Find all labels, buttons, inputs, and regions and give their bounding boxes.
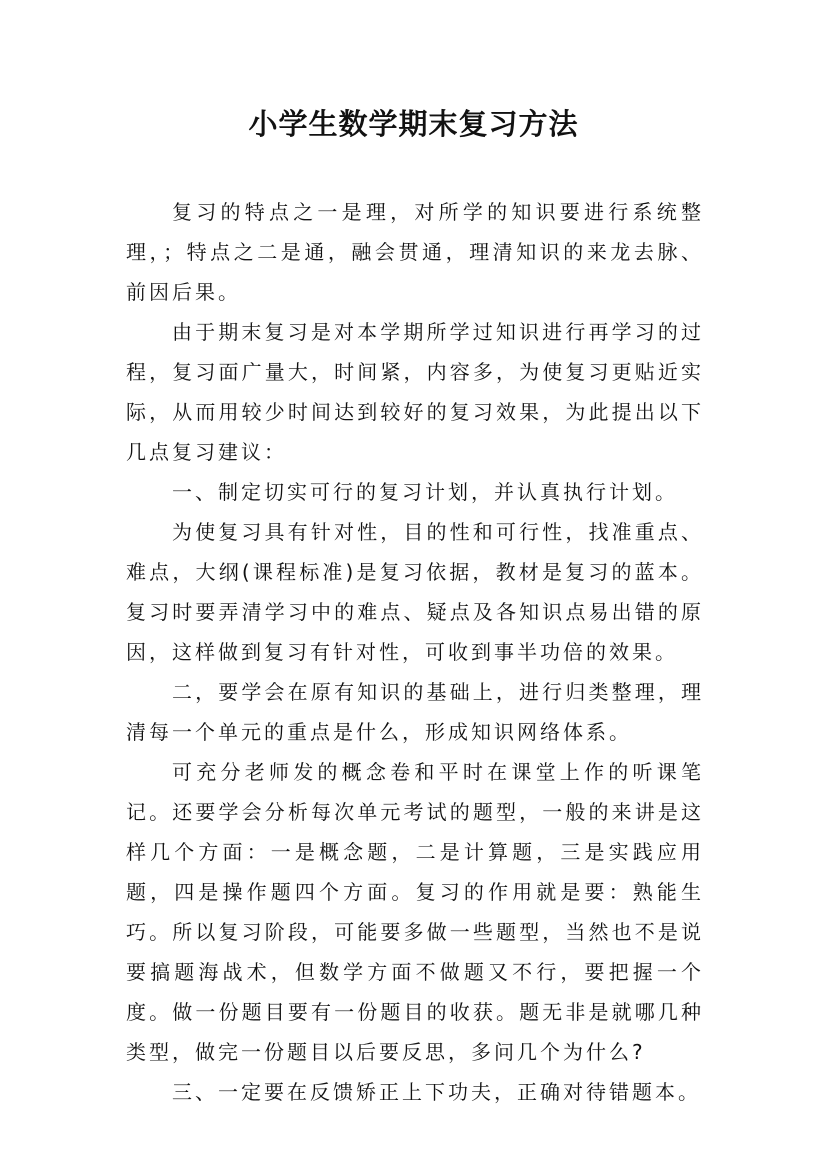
section-heading-3: 三、一定要在反馈矫正上下功夫，正确对待错题本。 — [172, 1080, 701, 1104]
section-heading-2: 二，要学会在原有知识的基础上，进行归类整理，理清每一个单元的重点是什么，形成知识网络体系。 — [126, 680, 704, 744]
paragraph-2: 由于期末复习是对本学期所学过知识进行再学习的过程，复习面广量大，时间紧，内容多，为使复习更贴近实际，从而用较少时间达到较好的复习效果，为此提出以下几点复习建议： — [126, 320, 704, 464]
document-body — [126, 192, 704, 1112]
paragraph-3: 为使复习具有针对性，目的性和可行性，找准重点、难点，大纲(课程标准)是复习依据，教材是复习的蓝本。复习时要弄清学习中的难点、疑点及各知识点易出错的原因，这样做到复习有针对性，可收到事半功倍的效果。 — [126, 520, 704, 664]
paragraph-4: 可充分老师发的概念卷和平时在课堂上作的听课笔记。还要学会分析每次单元考试的题型，一般的来讲是这样几个方面：一是概念题，二是计算题，三是实践应用题，四是操作题四个方面。复习的作用就是要：熟能生巧。所以复习阶段，可能要多做一些题型，当然也不是说要搞题海战术，但数学方面不做题又不行，要把握一个度。做一份题目要有一份题目的收获。题无非是就哪几种类型，做完一份题目以后要反思，多问几个为什么? — [126, 760, 704, 1064]
document-title: 小学生数学期末复习方法 — [248, 107, 579, 141]
paragraph-1: 复习的特点之一是理，对所学的知识要进行系统整理，；特点之二是通，融会贯通，理清知识的来龙去脉、前因后果。 — [126, 200, 704, 304]
section-heading-1: 一、制定切实可行的复习计划，并认真执行计划。 — [172, 480, 678, 504]
